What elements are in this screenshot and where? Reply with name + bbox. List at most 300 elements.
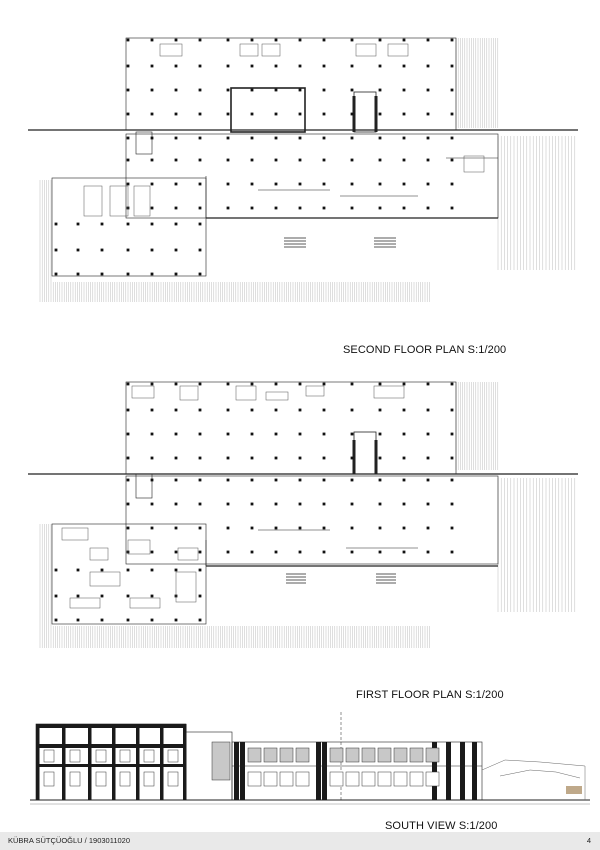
column: [55, 249, 58, 252]
column: [275, 113, 278, 116]
column: [151, 433, 154, 436]
column: [403, 503, 406, 506]
column: [251, 503, 254, 506]
column: [175, 223, 178, 226]
facade-mullion: [160, 724, 164, 800]
column: [151, 527, 154, 530]
column: [379, 479, 382, 482]
column: [227, 137, 230, 140]
column: [151, 409, 154, 412]
column: [175, 619, 178, 622]
facade-panel: [296, 772, 309, 786]
column: [199, 551, 202, 554]
column: [77, 569, 80, 572]
facade-mullion: [88, 724, 92, 800]
column: [323, 159, 326, 162]
column: [323, 207, 326, 210]
column: [379, 457, 382, 460]
column: [251, 479, 254, 482]
column: [251, 551, 254, 554]
column: [351, 383, 354, 386]
column: [275, 433, 278, 436]
column-grid-first: [55, 383, 454, 622]
column: [127, 457, 130, 460]
column: [275, 479, 278, 482]
column: [275, 551, 278, 554]
column: [127, 527, 130, 530]
column: [351, 207, 354, 210]
facade-panel: [248, 748, 261, 762]
column: [175, 273, 178, 276]
column: [227, 409, 230, 412]
facade-window: [70, 750, 80, 762]
facade-fin: [460, 742, 465, 800]
column: [275, 409, 278, 412]
column: [199, 249, 202, 252]
column: [151, 503, 154, 506]
column: [175, 183, 178, 186]
column: [101, 619, 104, 622]
column: [199, 595, 202, 598]
column: [199, 433, 202, 436]
column: [199, 503, 202, 506]
column: [427, 183, 430, 186]
column: [451, 527, 454, 530]
column: [175, 527, 178, 530]
column: [199, 113, 202, 116]
column: [275, 457, 278, 460]
column: [403, 65, 406, 68]
column: [323, 457, 326, 460]
column: [427, 457, 430, 460]
column: [151, 113, 154, 116]
column: [323, 183, 326, 186]
column: [199, 39, 202, 42]
column: [251, 207, 254, 210]
site-hatch-right: [456, 38, 575, 270]
column: [199, 409, 202, 412]
column: [199, 383, 202, 386]
column: [451, 409, 454, 412]
column: [175, 65, 178, 68]
column: [299, 89, 302, 92]
column: [227, 479, 230, 482]
column: [175, 39, 178, 42]
south-view: [30, 712, 590, 804]
facade-mullion: [36, 724, 40, 800]
column: [175, 409, 178, 412]
column: [127, 223, 130, 226]
column: [275, 39, 278, 42]
south-view-title: SOUTH VIEW S:1/200: [385, 820, 498, 832]
upper-wing-outline: [126, 38, 456, 130]
facade-window: [120, 750, 130, 762]
column: [299, 503, 302, 506]
column: [403, 183, 406, 186]
column: [351, 457, 354, 460]
facade-panel: [330, 772, 343, 786]
facade-panel: [362, 772, 375, 786]
lower-wing-outline: [126, 134, 498, 218]
column: [299, 457, 302, 460]
column: [299, 479, 302, 482]
column: [151, 273, 154, 276]
second-floor-title: SECOND FLOOR PLAN S:1/200: [343, 344, 507, 356]
column: [151, 207, 154, 210]
facade-fin: [322, 742, 327, 800]
east-facade-detail: [232, 742, 482, 800]
column: [151, 249, 154, 252]
column: [323, 65, 326, 68]
facade-panel: [410, 748, 423, 762]
column: [299, 137, 302, 140]
column: [379, 113, 382, 116]
facade-panel: [248, 772, 261, 786]
column: [351, 183, 354, 186]
column: [379, 65, 382, 68]
second-floor-plan: [28, 38, 578, 302]
column: [227, 113, 230, 116]
column: [251, 39, 254, 42]
column: [175, 137, 178, 140]
column: [175, 433, 178, 436]
column: [403, 551, 406, 554]
column: [403, 527, 406, 530]
column: [199, 527, 202, 530]
column: [77, 223, 80, 226]
column: [199, 65, 202, 68]
column: [227, 65, 230, 68]
stair-symbol-first: [286, 574, 396, 583]
column: [151, 619, 154, 622]
facade-fin: [234, 742, 239, 800]
site-hatch-left: [40, 180, 429, 302]
column: [199, 619, 202, 622]
furniture-first: [62, 386, 404, 608]
column: [323, 503, 326, 506]
facade-window: [96, 750, 106, 762]
facade-window: [44, 750, 54, 762]
column: [251, 409, 254, 412]
column: [323, 479, 326, 482]
column: [299, 409, 302, 412]
column: [299, 183, 302, 186]
column: [199, 137, 202, 140]
column: [403, 457, 406, 460]
column: [227, 457, 230, 460]
column: [451, 503, 454, 506]
column: [379, 409, 382, 412]
facade-mullion: [62, 724, 66, 800]
facade-window: [168, 772, 178, 786]
facade-window: [44, 772, 54, 786]
column: [451, 113, 454, 116]
column: [175, 249, 178, 252]
column: [351, 503, 354, 506]
column: [275, 65, 278, 68]
column: [275, 207, 278, 210]
column: [379, 89, 382, 92]
column: [403, 39, 406, 42]
column: [151, 595, 154, 598]
column: [403, 89, 406, 92]
column: [199, 479, 202, 482]
column: [175, 457, 178, 460]
column: [127, 159, 130, 162]
column: [101, 223, 104, 226]
facade-panel: [264, 772, 277, 786]
column: [151, 39, 154, 42]
column: [251, 383, 254, 386]
column: [403, 433, 406, 436]
column: [351, 159, 354, 162]
facade-panel: [378, 748, 391, 762]
footer-bar: [0, 832, 600, 850]
column: [151, 183, 154, 186]
page-number: 4: [586, 836, 591, 845]
column: [427, 551, 430, 554]
column: [199, 183, 202, 186]
facade-window: [96, 772, 106, 786]
column: [151, 457, 154, 460]
column: [275, 183, 278, 186]
facade-panel: [280, 772, 293, 786]
column: [251, 89, 254, 92]
column: [427, 39, 430, 42]
column: [251, 113, 254, 116]
column: [323, 137, 326, 140]
column: [451, 159, 454, 162]
column: [427, 527, 430, 530]
column: [227, 89, 230, 92]
column: [55, 273, 58, 276]
column: [403, 383, 406, 386]
facade-panel: [362, 748, 375, 762]
column: [127, 595, 130, 598]
column: [251, 159, 254, 162]
column: [175, 207, 178, 210]
column: [175, 551, 178, 554]
column: [127, 383, 130, 386]
column: [351, 551, 354, 554]
column: [323, 383, 326, 386]
column: [299, 527, 302, 530]
column: [175, 383, 178, 386]
column: [323, 39, 326, 42]
column: [451, 207, 454, 210]
facade-panel: [264, 748, 277, 762]
west-block-outline: [52, 178, 206, 276]
facade-mullion: [112, 724, 116, 800]
site-hatch-right-first: [456, 382, 575, 612]
column: [351, 137, 354, 140]
context-buildings: [482, 760, 585, 800]
column: [227, 551, 230, 554]
column: [299, 551, 302, 554]
column: [451, 39, 454, 42]
facade-panel: [394, 748, 407, 762]
column: [151, 89, 154, 92]
facade-panel: [410, 772, 423, 786]
facade-panel: [394, 772, 407, 786]
column: [351, 39, 354, 42]
column: [403, 409, 406, 412]
column: [427, 503, 430, 506]
column: [55, 223, 58, 226]
column: [251, 527, 254, 530]
west-block-outline-first: [52, 524, 206, 624]
column: [101, 595, 104, 598]
column: [127, 409, 130, 412]
column: [299, 433, 302, 436]
column: [77, 595, 80, 598]
column: [175, 89, 178, 92]
column: [101, 569, 104, 572]
column: [299, 39, 302, 42]
column: [379, 207, 382, 210]
column: [151, 65, 154, 68]
column: [427, 207, 430, 210]
column: [275, 527, 278, 530]
stair-core-west: [136, 132, 152, 154]
column: [127, 433, 130, 436]
facade-window: [144, 750, 154, 762]
column: [127, 619, 130, 622]
column: [77, 619, 80, 622]
column: [403, 159, 406, 162]
column: [127, 113, 130, 116]
facade-panel: [378, 772, 391, 786]
column: [251, 183, 254, 186]
first-floor-plan: [28, 382, 578, 648]
facade-fin: [316, 742, 321, 800]
column: [427, 113, 430, 116]
facade-fin: [472, 742, 477, 800]
column: [199, 457, 202, 460]
column: [151, 569, 154, 572]
column: [451, 89, 454, 92]
upper-wing-outline-first: [126, 382, 456, 474]
column: [251, 457, 254, 460]
column: [127, 65, 130, 68]
column: [151, 551, 154, 554]
column: [175, 159, 178, 162]
column: [379, 183, 382, 186]
facade-window: [144, 772, 154, 786]
column: [151, 479, 154, 482]
column-grid: [55, 39, 454, 276]
column: [323, 89, 326, 92]
column: [379, 503, 382, 506]
column: [199, 207, 202, 210]
column: [299, 207, 302, 210]
column: [323, 409, 326, 412]
west-facade-frame: [36, 724, 187, 800]
central-void: [231, 88, 305, 132]
facade-panel: [346, 748, 359, 762]
column: [427, 89, 430, 92]
column: [379, 39, 382, 42]
column: [275, 137, 278, 140]
column: [351, 113, 354, 116]
facade-panel: [426, 748, 439, 762]
column: [275, 383, 278, 386]
facade-window: [120, 772, 130, 786]
column: [199, 569, 202, 572]
stair-core: [354, 92, 376, 132]
facade-fin: [240, 742, 245, 800]
stair-symbol: [284, 238, 396, 247]
column: [127, 89, 130, 92]
column: [351, 479, 354, 482]
column: [351, 409, 354, 412]
column: [351, 65, 354, 68]
column: [77, 249, 80, 252]
facade-window: [168, 750, 178, 762]
column: [427, 159, 430, 162]
column: [175, 569, 178, 572]
column: [275, 89, 278, 92]
column: [251, 137, 254, 140]
column: [403, 207, 406, 210]
facade-fin: [446, 742, 451, 800]
column: [199, 89, 202, 92]
column: [151, 137, 154, 140]
column: [323, 527, 326, 530]
column: [379, 383, 382, 386]
column: [323, 551, 326, 554]
column: [379, 433, 382, 436]
column: [227, 207, 230, 210]
column: [403, 113, 406, 116]
column: [451, 183, 454, 186]
column: [251, 433, 254, 436]
facade-panel: [426, 772, 439, 786]
column: [151, 223, 154, 226]
column: [451, 383, 454, 386]
column: [403, 137, 406, 140]
column: [175, 503, 178, 506]
column: [127, 137, 130, 140]
column: [227, 183, 230, 186]
column: [427, 65, 430, 68]
column: [323, 113, 326, 116]
column: [227, 383, 230, 386]
column: [227, 433, 230, 436]
column: [351, 89, 354, 92]
column: [127, 273, 130, 276]
column: [55, 595, 58, 598]
column: [55, 619, 58, 622]
column: [451, 479, 454, 482]
column: [77, 273, 80, 276]
facade-panel: [280, 748, 293, 762]
stair-core-first: [354, 432, 376, 474]
column: [227, 503, 230, 506]
column: [299, 383, 302, 386]
column: [175, 113, 178, 116]
column: [427, 433, 430, 436]
column: [451, 551, 454, 554]
column: [427, 479, 430, 482]
column: [427, 137, 430, 140]
column: [299, 159, 302, 162]
column: [55, 569, 58, 572]
column: [403, 479, 406, 482]
column: [351, 527, 354, 530]
first-floor-title: FIRST FLOOR PLAN S:1/200: [356, 689, 504, 701]
column: [151, 383, 154, 386]
